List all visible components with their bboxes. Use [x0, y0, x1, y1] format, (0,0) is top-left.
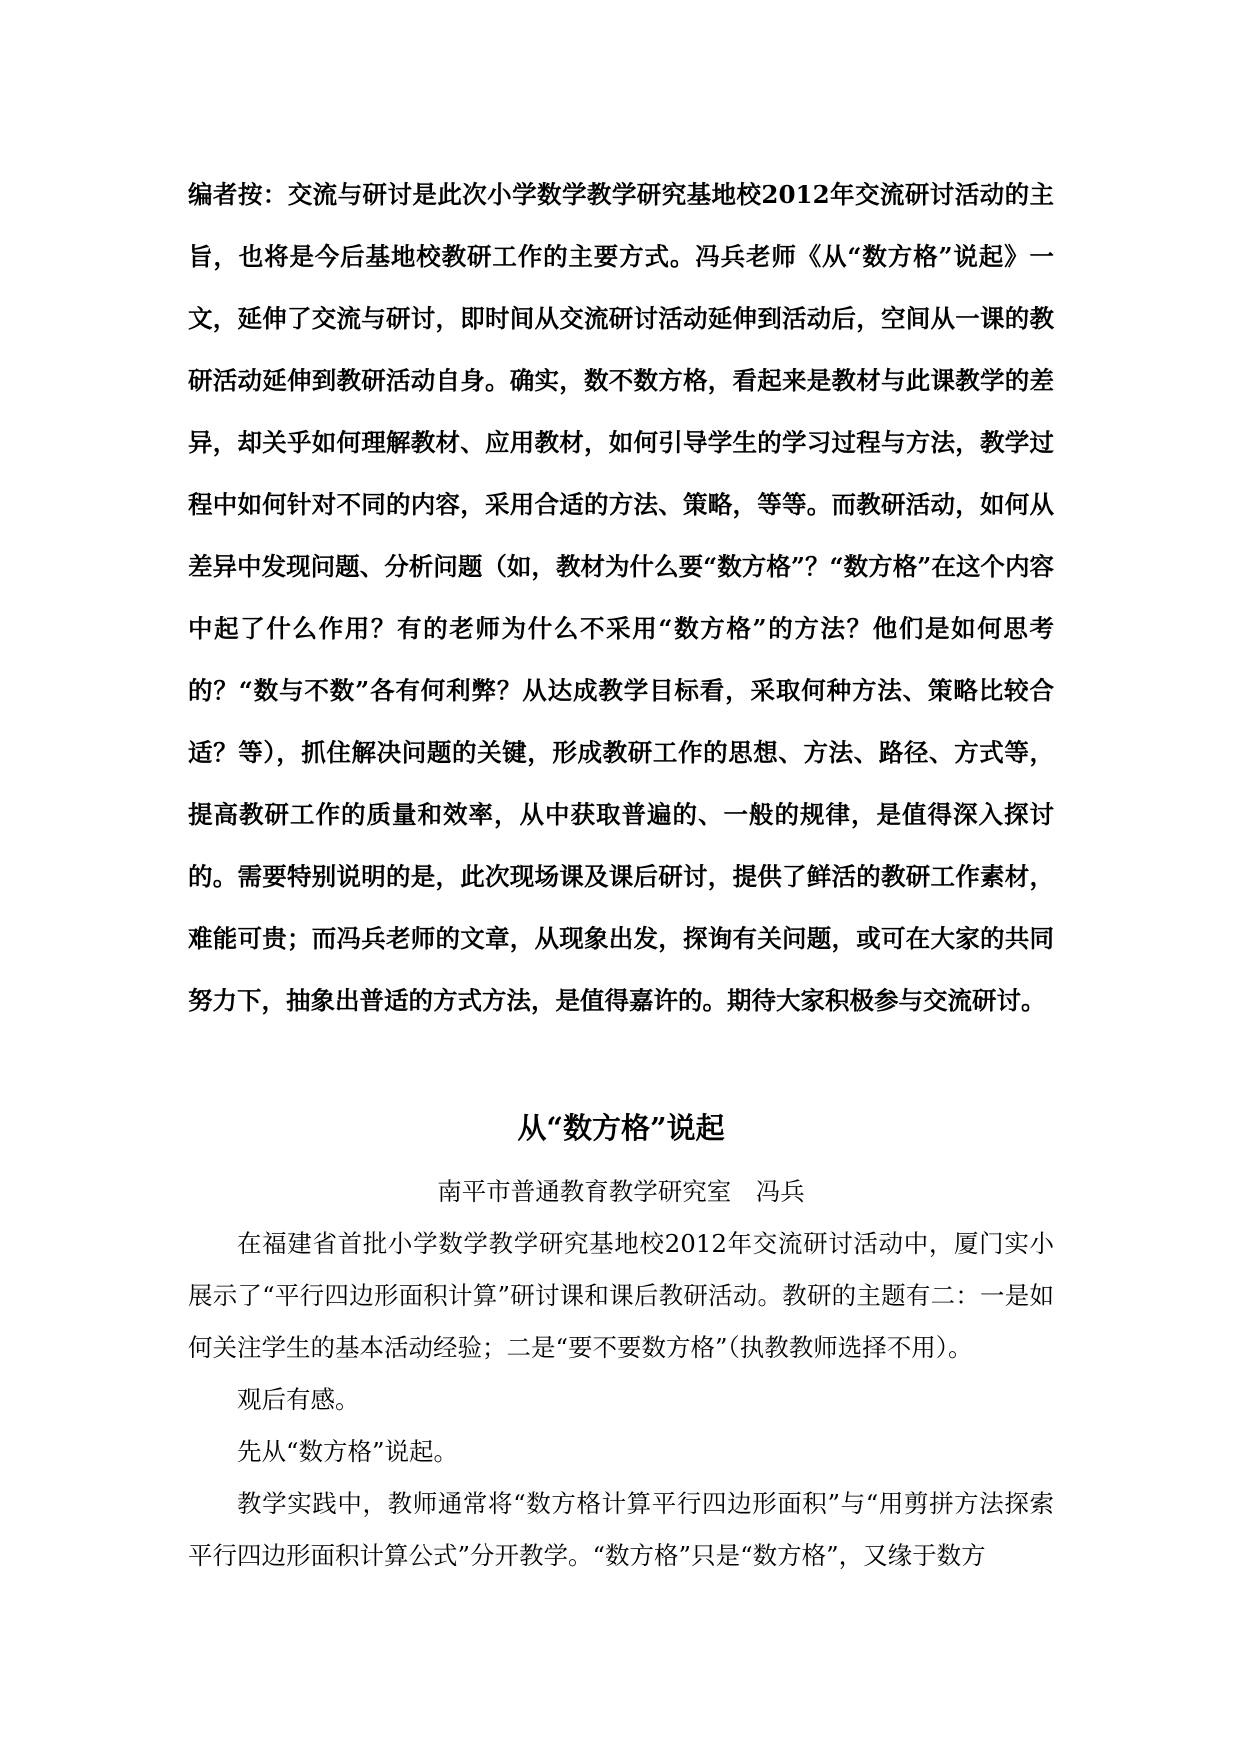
body-paragraph-2: 观后有感。: [237, 1385, 360, 1414]
article-title: 从“数方格”说起: [517, 1111, 725, 1145]
body-paragraph-3: 先从“数方格”说起。: [237, 1437, 459, 1466]
body-paragraph-1: 在福建省首批小学数学教学研究基地校2012年交流研讨活动中，厦门实小展示了“平行四边形面积计算”研讨课和课后教研活动。教研的主题有二：一是如何关注学生的基本活动经验；二是“要不要数方格”（执教教师选择不用）。: [188, 1229, 1054, 1362]
editor-note: 编者按：交流与研讨是此次小学数学教学研究基地校2012年交流研讨活动的主旨，也将是今后基地校教研工作的主要方式。冯兵老师《从“数方格”说起》一文，延伸了交流与研讨，即时间从交流研讨活动延伸到活动后，空间从一课的教研活动延伸到教研活动自身。确实，数不数方格，看起来是教材与此课教学的差异，却关乎如何理解教材、应用教材，如何引导学生的学习过程与方法，教学过程中如何针对不同的内容，采用合适的方法、策略，等等。而教研活动，如何从差异中发现问题、分析问题（如，教材为什么要“数方格”？“数方格”在这个内容中起了什么作用？有的老师为什么不采用“数方格”的方法？他们是如何思考的？“数与不数”各有何利弊？从达成教学目标看，采取何种方法、策略比较合适？等），抓住解决问题的关键，形成教研工作的思想、方法、路径、方式等，提高教研工作的质量和效率，从中获取普遍的、一般的规律，是值得深入探讨的。需要特别说明的是，此次现场课及课后研讨，提供了鲜活的教研工作素材，难能可贵；而冯兵老师的文章，从现象出发，探询有关问题，或可在大家的共同努力下，抽象出普适的方式方法，是值得嘉许的。期待大家积极参与交流研讨。: [188, 180, 1054, 1015]
article-byline: 南平市普通教育教学研究室 冯兵: [437, 1177, 805, 1206]
body-paragraph-4: 教学实践中，教师通常将“数方格计算平行四边形面积”与“用剪拼方法探索平行四边形面积计算公式”分开教学。“数方格”只是“数方格”，又缘于数方: [188, 1489, 1054, 1570]
article-body: [188, 1218, 1054, 1582]
